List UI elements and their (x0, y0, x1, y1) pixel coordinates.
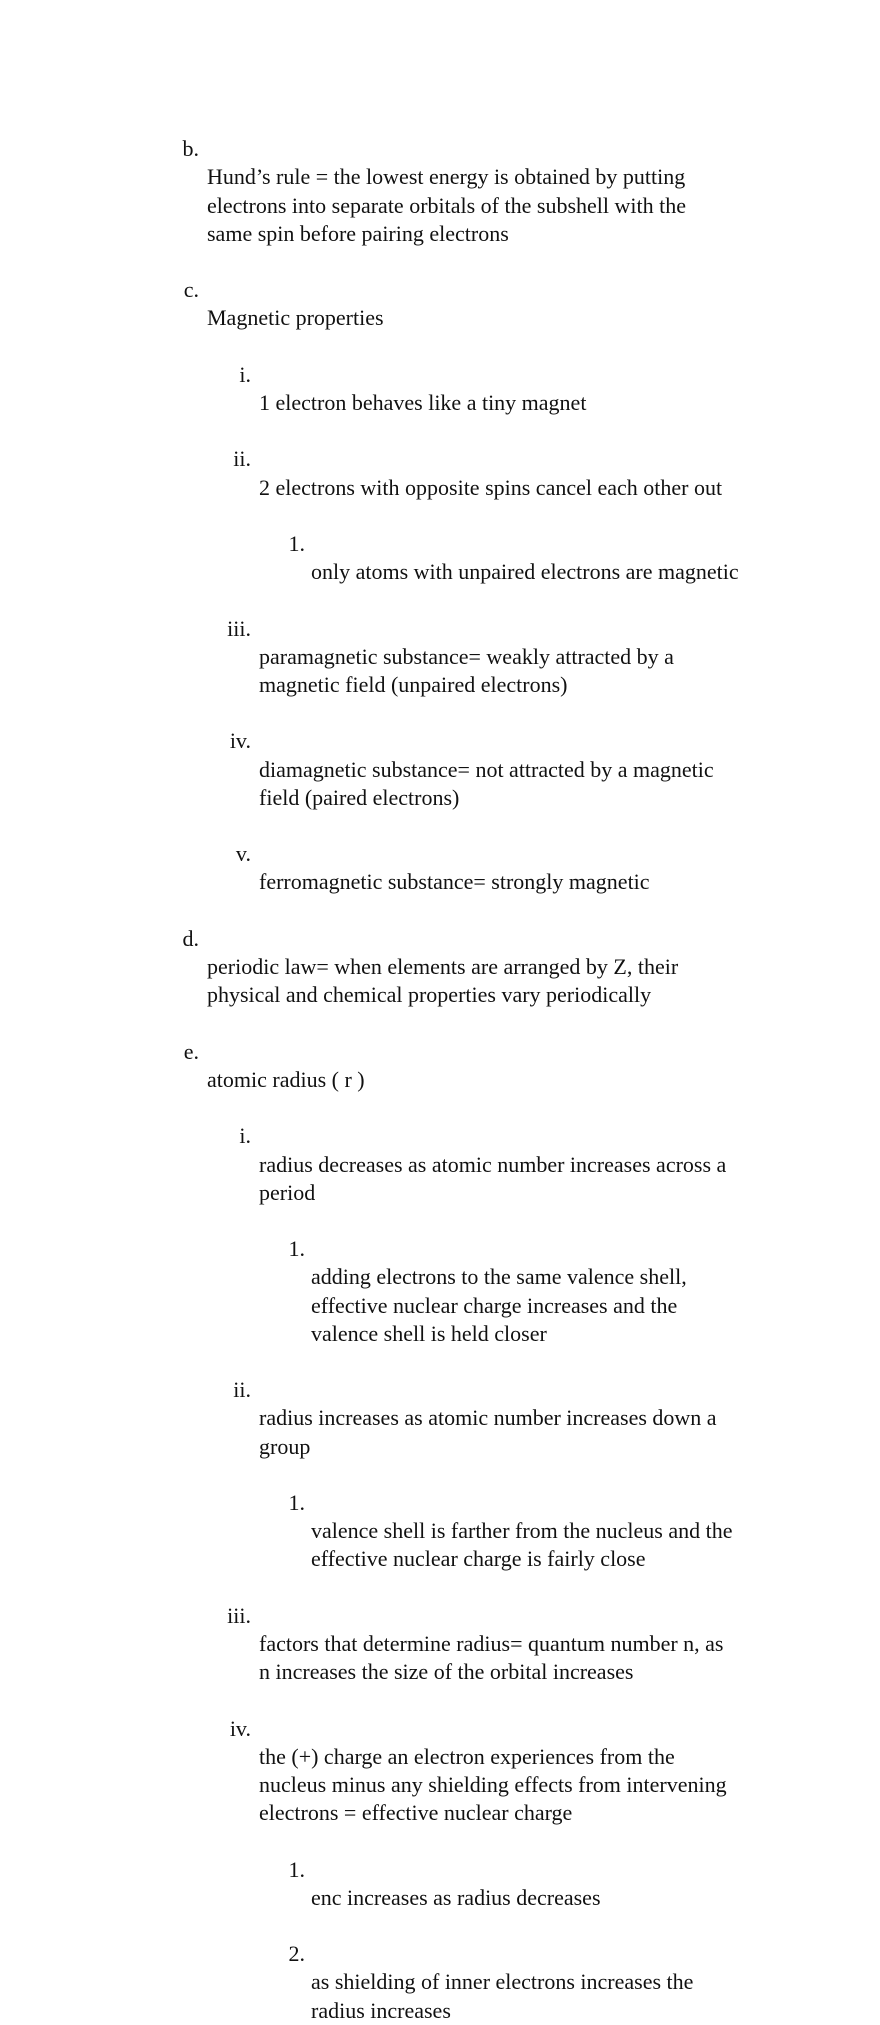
list-marker: i. (239, 1123, 251, 1149)
list-marker: 2. (288, 1941, 305, 1967)
list-item-diamagnetic (229, 699, 759, 812)
list-marker: c. (183, 277, 199, 303)
list-item-text: factors that determine radius= quantum number n, as n increases the size of the orbital increases (259, 1630, 724, 1685)
list-marker: 1. (288, 1489, 305, 1515)
list-marker: e. (183, 1038, 199, 1064)
list-item-same-valence-shell (288, 1207, 771, 1348)
list-item-text: 1 electron behaves like a tiny magnet (259, 390, 587, 416)
outline-list (0, 107, 880, 2025)
list-item-text: as shielding of inner electrons increases the radius increases (311, 1969, 694, 2023)
list-item-radius-across-period (239, 1094, 759, 1207)
list-marker: 1. (288, 531, 305, 557)
list-item-text: ferromagnetic substance= strongly magnetic (259, 869, 650, 895)
list-marker: iii. (227, 615, 251, 641)
list-marker: ii. (233, 446, 251, 472)
list-item-hunds-rule (182, 107, 727, 248)
list-item-unpaired-magnetic (288, 502, 771, 587)
list-item-radius-factors (227, 1574, 759, 1687)
list-item-text: 2 electrons with opposite spins cancel each other out (259, 474, 723, 500)
list-item-text: valence shell is farther from the nucleus and the effective nuclear charge is fairly close (311, 1518, 733, 1572)
list-marker: iv. (229, 728, 251, 754)
list-item-shielding-increases (288, 1912, 771, 2025)
list-marker: iv. (229, 1715, 251, 1741)
list-item-one-electron-magnet (239, 333, 759, 418)
list-marker: ii. (233, 1377, 251, 1403)
list-item-ferromagnetic (235, 812, 759, 897)
list-item-effective-nuclear-charge (229, 1686, 759, 1827)
list-item-valence-farther (288, 1461, 771, 1574)
list-item-atomic-radius (183, 1010, 727, 1095)
list-item-text: enc increases as radius decreases (311, 1884, 601, 1910)
list-item-text: paramagnetic substance= weakly attracted by a magnetic field (unpaired electrons) (259, 643, 674, 698)
list-item-text: atomic radius ( r ) (207, 1066, 365, 1092)
list-item-radius-down-group (233, 1348, 759, 1461)
list-item-paramagnetic (227, 586, 759, 699)
list-item-enc-increases (288, 1827, 771, 1912)
list-item-text: Hund’s rule = the lowest energy is obtained by putting electrons into separate orbitals of the subshell with the same spin before pairing electrons (207, 164, 686, 246)
list-item-text: radius decreases as atomic number increases across a period (259, 1151, 727, 1205)
list-marker: 1. (288, 1856, 305, 1882)
list-marker: b. (182, 136, 199, 162)
list-item-text: the (+) charge an electron experiences from the nucleus minus any shielding effects from intervening electrons = effective nuclear charge (259, 1743, 727, 1826)
list-item-opposite-spins (233, 417, 759, 502)
list-marker: 1. (288, 1236, 305, 1262)
list-item-text: Magnetic properties (207, 305, 384, 331)
list-marker: d. (182, 925, 199, 951)
list-marker: iii. (227, 1602, 251, 1628)
list-item-text: radius increases as atomic number increases down a group (259, 1405, 717, 1459)
list-item-text: only atoms with unpaired electrons are magnetic (311, 559, 739, 585)
list-item-periodic-law (182, 897, 727, 1010)
list-item-magnetic-properties (183, 248, 727, 333)
list-item-text: adding electrons to the same valence shell, effective nuclear charge increases and the valence shell is held closer (311, 1264, 687, 1346)
list-marker: v. (235, 841, 251, 867)
list-item-text: periodic law= when elements are arranged by Z, their physical and chemical properties vary periodically (207, 954, 679, 1008)
list-marker: i. (239, 361, 251, 387)
list-item-text: diamagnetic substance= not attracted by a magnetic field (paired electrons) (259, 756, 714, 810)
